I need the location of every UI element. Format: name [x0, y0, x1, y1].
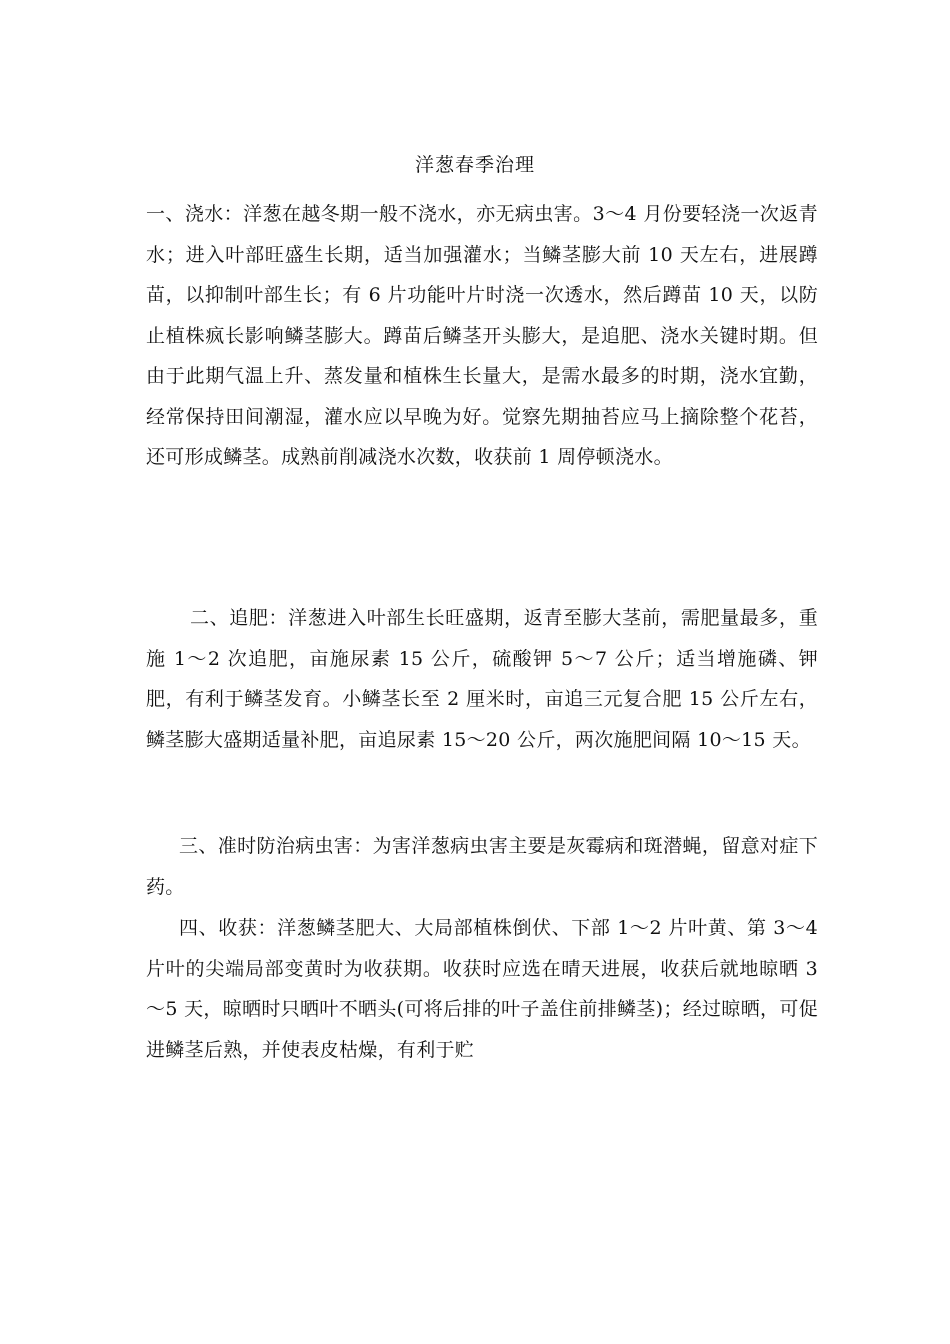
paragraph-watering: 一、浇水：洋葱在越冬期一般不浇水，亦无病虫害。3～4 月份要轻浇一次返青水；进入叶部旺盛生长期，适当加强灌水；当鳞茎膨大前 10 天左右，进展蹲苗，以抑制叶部生长；有 6 片功能叶片时浇一次透水，然后蹲苗 10 天，以防止植株疯长影响鳞茎膨大。蹲苗后鳞茎开头膨大，是追肥、浇水关键时期。但由于此期气温上升、蒸发量和植株生长量大，是需水最多的时期，浇水宜勤，经常保持田间潮湿，灌水应以早晚为好。觉察先期抽苔应马上摘除整个花苔，还可形成鳞茎。成熟前削减浇水次数，收获前 1 周停顿浇水。	[146, 203, 818, 468]
document-title: 洋葱春季治理	[414, 154, 535, 176]
paragraph-pest-control: 三、准时防治病虫害：为害洋葱病虫害主要是灰霉病和斑潜蝇，留意对症下药。	[146, 835, 818, 898]
paragraph-fertilizing: 二、追肥：洋葱进入叶部生长旺盛期，返青至膨大茎前，需肥量最多，重施 1～2 次追肥，亩施尿素 15 公斤，硫酸钾 5～7 公斤；适当增施磷、钾肥，有利于鳞茎发育。小鳞茎长至 2 厘米时，亩追三元复合肥 15 公斤左右，鳞茎膨大盛期适量补肥，亩追尿素 15～20 公斤，两次施肥间隔 10～15 天。	[146, 607, 818, 751]
paragraph-harvest: 四、收获：洋葱鳞茎肥大、大局部植株倒伏、下部 1～2 片叶黄、第 3～4 片叶的尖端局部变黄时为收获期。收获时应选在晴天进展，收获后就地晾晒 3～5 天，晾晒时只晒叶不晒头(可将后排的叶子盖住前排鳞茎)；经过晾晒，可促进鳞茎后熟，并使表皮枯燥，有利于贮	[146, 917, 818, 1061]
